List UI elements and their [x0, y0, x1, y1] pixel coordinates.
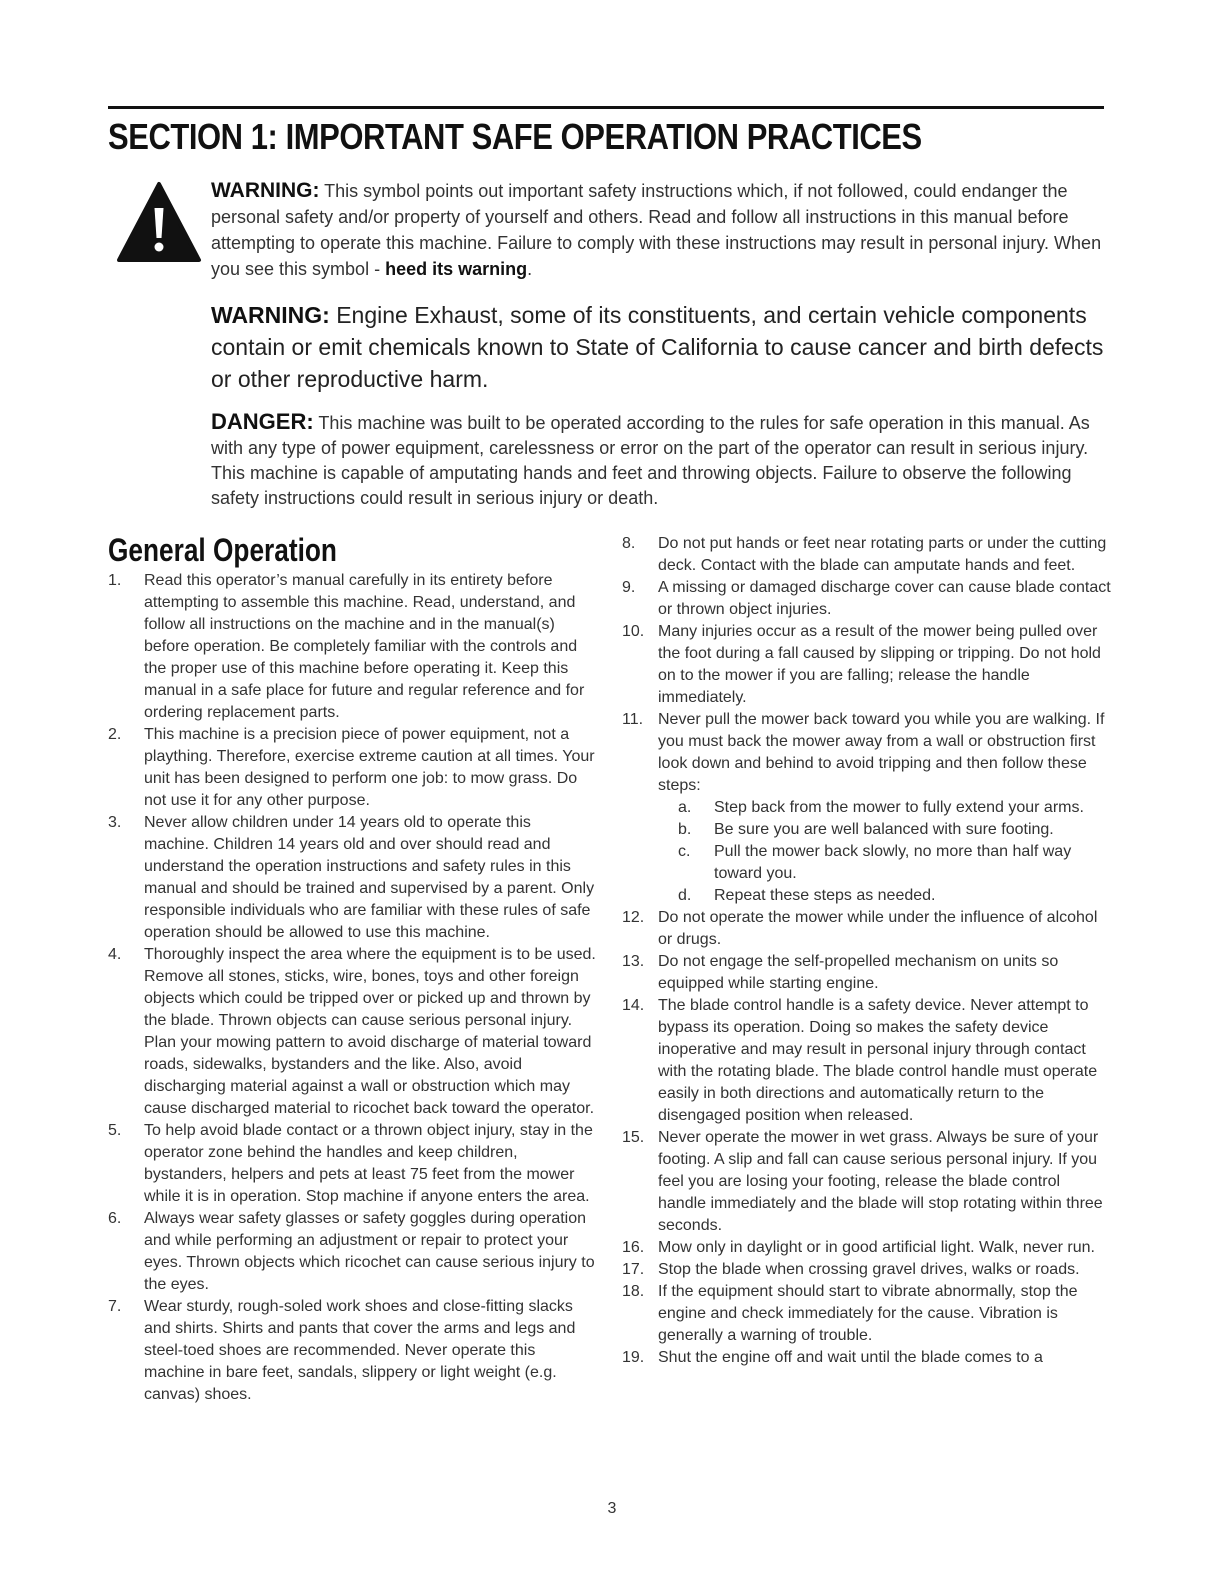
sub-steps-list	[658, 797, 1112, 907]
sub-item-letter: a.	[678, 799, 692, 816]
list-item	[108, 724, 598, 812]
item-number: 11.	[622, 711, 644, 728]
item-text: Do not engage the self-propelled mechanism on units so equipped while starting engine.	[658, 953, 1059, 992]
item-text: Many injuries occur as a result of the mower being pulled over the foot during a fall caused by slipping or tripping. Do not hold on to the mower if you are falling; release the handle immediately.	[658, 623, 1101, 706]
list-item	[622, 709, 1112, 907]
item-text: Always wear safety glasses or safety goggles during operation and while performing an adjustment or repair to protect your eyes. Thrown objects which ricochet can cause serious injury to the eyes.	[144, 1210, 595, 1293]
item-number: 6.	[108, 1210, 122, 1227]
sub-item-text: Repeat these steps as needed.	[714, 887, 936, 904]
sub-list-item	[658, 841, 1112, 885]
sub-list-item	[658, 885, 1112, 907]
item-number: 14.	[622, 997, 645, 1014]
list-item	[622, 1127, 1112, 1237]
list-item	[108, 944, 598, 1120]
rules-list-right	[622, 533, 1112, 1369]
item-text: To help avoid blade contact or a thrown object injury, stay in the operator zone behind the handles and keep children, bystanders, helpers and pets at least 75 feet from the mower while it is in operation. Stop machine if anyone enters the area.	[144, 1122, 593, 1205]
item-number: 13.	[622, 953, 645, 970]
item-number: 19.	[622, 1349, 645, 1366]
list-item	[108, 812, 598, 944]
list-item	[622, 1347, 1112, 1369]
item-number: 4.	[108, 946, 122, 963]
item-number: 10.	[622, 623, 645, 640]
item-number: 3.	[108, 814, 122, 831]
warning-exhaust-label: WARNING:	[211, 302, 330, 328]
heed-warning-text: heed its warning	[385, 259, 528, 279]
sub-item-text: Step back from the mower to fully extend your arms.	[714, 799, 1084, 816]
item-number: 9.	[622, 579, 636, 596]
warning-symbol-block	[211, 178, 1111, 282]
sub-item-text: Pull the mower back slowly, no more than half way toward you.	[714, 843, 1072, 882]
header-rule	[108, 106, 1104, 109]
item-number: 8.	[622, 535, 636, 552]
item-text: A missing or damaged discharge cover can cause blade contact or thrown object injuries.	[658, 579, 1111, 618]
item-number: 16.	[622, 1239, 645, 1256]
list-item	[108, 1208, 598, 1296]
list-item	[108, 570, 598, 724]
item-number: 1.	[108, 572, 122, 589]
warning-period: .	[527, 259, 533, 279]
list-item	[622, 621, 1112, 709]
item-text: Never operate the mower in wet grass. Always be sure of your footing. A slip and fall can cause serious personal injury. If you feel you are losing your footing, release the blade control handle immediately and the blade will stop rotating within three seconds.	[658, 1129, 1103, 1234]
item-text: Never pull the mower back toward you while you are walking. If you must back the mower away from a wall or obstruction first look down and behind to avoid tripping and then follow these steps:	[658, 711, 1105, 794]
item-text: If the equipment should start to vibrate abnormally, stop the engine and check immediately for the cause. Vibration is generally a warning of trouble.	[658, 1283, 1078, 1344]
item-text: Wear sturdy, rough-soled work shoes and close-fitting slacks and shirts. Shirts and pants that cover the arms and legs and steel-toed shoes are recommended. Never operate this machine in bare feet, sandals, slippery or light weight (e.g. canvas) shoes.	[144, 1298, 576, 1403]
item-number: 2.	[108, 726, 122, 743]
list-item	[622, 1281, 1112, 1347]
item-text: Never allow children under 14 years old to operate this machine. Children 14 years old and over should read and understand the operation instructions and safety rules in this manual and should be trained and supervised by a parent. Only responsible individuals who are familiar with these rules of safe operation should be allowed to use this machine.	[144, 814, 595, 941]
list-item	[108, 1296, 598, 1406]
section-title: SECTION 1: IMPORTANT SAFE OPERATION PRACTICES	[108, 116, 922, 157]
item-number: 7.	[108, 1298, 122, 1315]
warning-exhaust-block	[211, 299, 1111, 395]
list-item	[622, 1237, 1112, 1259]
item-text: Shut the engine off and wait until the blade comes to a	[658, 1349, 1043, 1366]
general-operation-title: General Operation	[108, 532, 337, 568]
sub-item-letter: b.	[678, 821, 692, 838]
item-text: Read this operator’s manual carefully in its entirety before attempting to assemble this machine. Read, understand, and follow all instructions on the machine and in the manual(s) before operation. Be completely familiar with the controls and the proper use of this machine before operating it. Keep this manual in a safe place for future and regular reference and for ordering replacement parts.	[144, 572, 585, 721]
page-number: 3	[607, 1500, 617, 1517]
warning-exhaust-text: Engine Exhaust, some of its constituents, and certain vehicle components contain or emit chemicals known to State of California to cause cancer and birth defects or other reproductive harm.	[211, 302, 1104, 392]
sub-item-letter: d.	[678, 887, 692, 904]
list-item	[622, 577, 1112, 621]
item-text: This machine is a precision piece of power equipment, not a plaything. Therefore, exercise extreme caution at all times. Your unit has been designed to perform one job: to mow grass. Do not use it for any other purpose.	[144, 726, 595, 809]
sub-item-letter: c.	[678, 843, 691, 860]
rules-list-left	[108, 570, 598, 1406]
warning-text: This symbol points out important safety instructions which, if not followed, could endanger the personal safety and/or property of yourself and others. Read and follow all instructions in this manual before attempting to operate this machine. Failure to comply with these instructions may result in personal injury. When you see this symbol -	[211, 181, 1102, 279]
item-number: 18.	[622, 1283, 645, 1300]
list-item	[622, 907, 1112, 951]
item-number: 5.	[108, 1122, 122, 1139]
list-item	[108, 1120, 598, 1208]
danger-block	[211, 409, 1111, 511]
list-item	[622, 1259, 1112, 1281]
item-text: The blade control handle is a safety device. Never attempt to bypass its operation. Doing so makes the safety device inoperative and may result in personal injury through contact with the rotating blade. The blade control handle must operate easily in both directions and automatically return to the disengaged position when released.	[658, 997, 1098, 1124]
item-text: Do not put hands or feet near rotating parts or under the cutting deck. Contact with the blade can amputate hands and feet.	[658, 535, 1107, 574]
sub-list-item	[658, 797, 1112, 819]
list-item	[622, 995, 1112, 1127]
item-text: Do not operate the mower while under the influence of alcohol or drugs.	[658, 909, 1098, 948]
warning-label: WARNING:	[211, 179, 320, 202]
warning-triangle-icon	[116, 180, 202, 266]
danger-label: DANGER:	[211, 409, 314, 434]
sub-list-item	[658, 819, 1112, 841]
list-item	[622, 533, 1112, 577]
item-number: 17.	[622, 1261, 645, 1278]
list-item	[622, 951, 1112, 995]
item-text: Thoroughly inspect the area where the equipment is to be used. Remove all stones, sticks, wire, bones, toys and other foreign objects which could be tripped over or picked up and thrown by the blade. Thrown objects can cause serious personal injury. Plan your mowing pattern to avoid discharge of material toward roads, sidewalks, bystanders and the like. Also, avoid discharging material against a wall or obstruction which may cause discharged material to ricochet back toward the operator.	[144, 946, 596, 1117]
sub-item-text: Be sure you are well balanced with sure footing.	[714, 821, 1054, 838]
danger-text: This machine was built to be operated according to the rules for safe operation in this manual. As with any type of power equipment, carelessness or error on the part of the operator can result in serious injury. This machine is capable of amputating hands and feet and throwing objects. Failure to observe the following safety instructions could result in serious injury or death.	[211, 413, 1090, 508]
item-text: Stop the blade when crossing gravel drives, walks or roads.	[658, 1261, 1080, 1278]
item-number: 15.	[622, 1129, 645, 1146]
item-number: 12.	[622, 909, 645, 926]
item-text: Mow only in daylight or in good artificial light. Walk, never run.	[658, 1239, 1095, 1256]
